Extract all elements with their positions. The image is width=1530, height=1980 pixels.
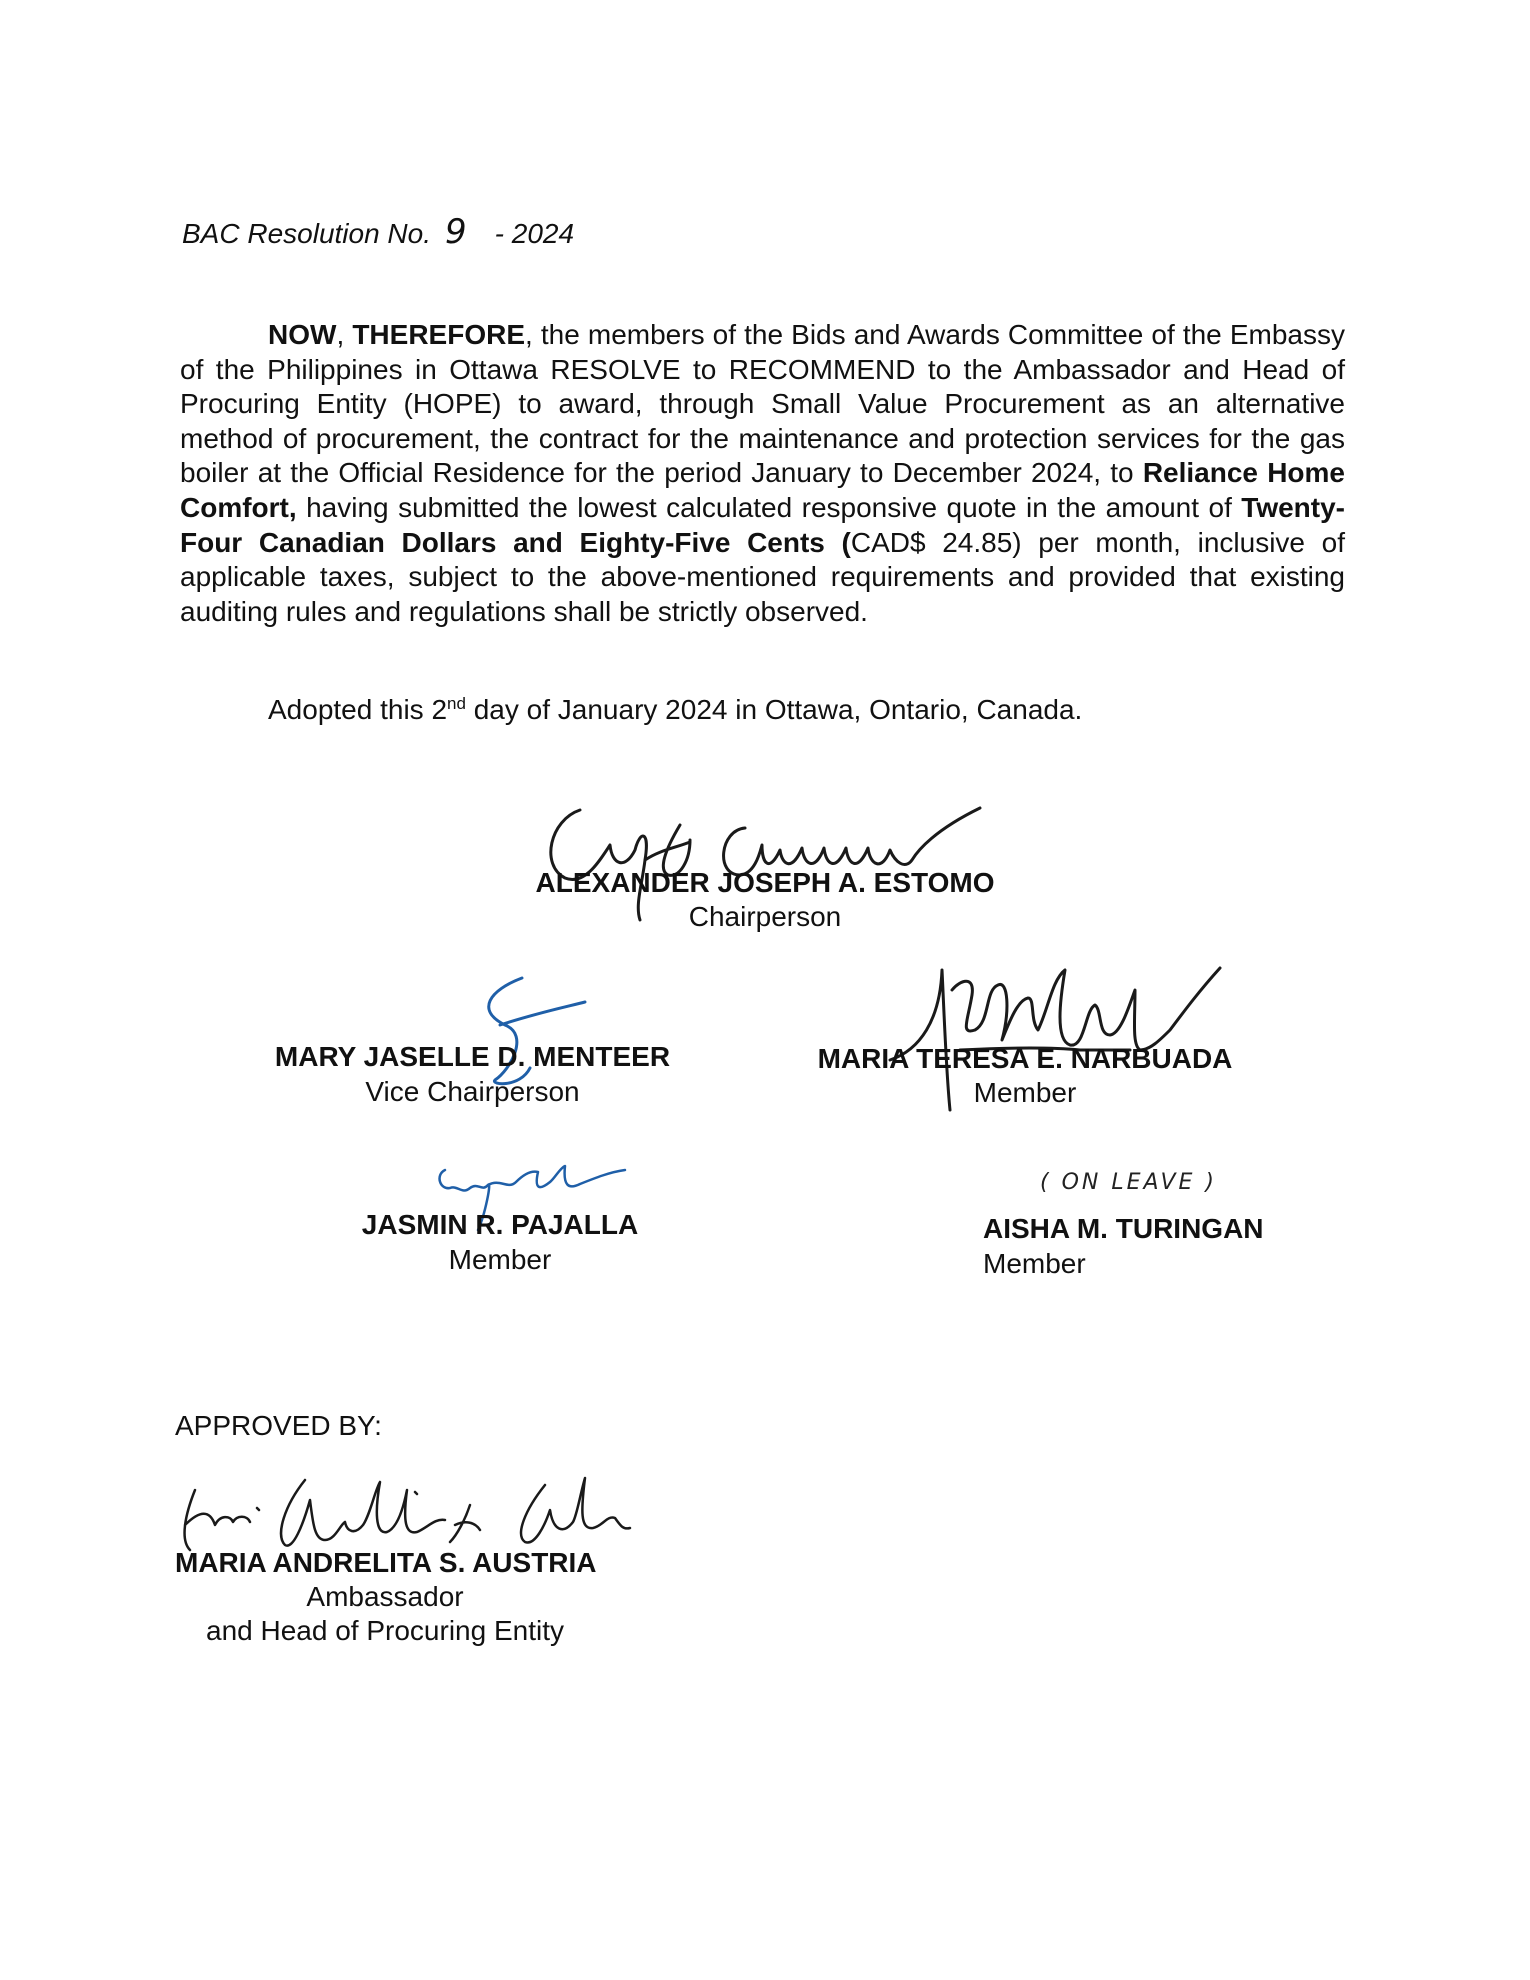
lead-now: NOW	[268, 319, 337, 350]
on-leave-note: ( ON LEAVE )	[1040, 1170, 1217, 1195]
header-prefix: BAC Resolution No.	[182, 218, 432, 249]
awardee-name: Reliance Home Comfort,	[180, 457, 1346, 523]
lead-therefore: THEREFORE	[352, 319, 525, 350]
amount-in-words: Twenty-Four Canadian Dollars and Eighty-Five Cents (	[180, 491, 1345, 558]
resolution-header	[182, 212, 574, 252]
approved-by-label: APPROVED BY:	[175, 1410, 382, 1441]
amount-figure: CAD$ 24.85)	[850, 526, 1022, 558]
chair-title: Chairperson	[688, 901, 842, 932]
chair-name: ALEXANDER JOSEPH A. ESTOMO	[535, 867, 995, 898]
member-3-title: Member	[983, 1248, 1086, 1279]
member-1-name: MARIA TERESA E. NARBUADA	[817, 1043, 1233, 1074]
resolution-text-3: per month, inclusive of applicable taxes, subject to the above-mentioned requirements and provided that existing auditing rules and regulations shall be strictly observed.	[180, 526, 1345, 627]
resolution-paragraph: NOW, THEREFORE, the members of the Bids and Awards Committee of the Embassy of the Philippines in Ottawa RESOLVE to RECOMMEND to the Ambassador and Head of Procuring Entity (HOPE) to award, through Small Value Procurement as an alternative method of procurement, the contract for the maintenance and protection services for the gas boiler at the Official Residence for the period January to December 2024, to Reliance Home Comfort, having submitted the lowest calculated responsive quote in the amount of Twenty-Four Canadian Dollars and Eighty-Five Cents (CAD$ 24.85) per month, inclusive of applicable taxes, subject to the above-mentioned requirements and provided that existing auditing rules and regulations shall be strictly observed.	[180, 319, 1346, 627]
member-3-name: AISHA M. TURINGAN	[983, 1213, 1264, 1244]
member-2-title: Member	[448, 1244, 552, 1275]
resolution-text-2: having submitted the lowest calculated responsive quote in the amount of	[296, 491, 1242, 523]
member-1-title: Member	[973, 1077, 1077, 1108]
vice-chair-name: MARY JASELLE D. MENTEER	[274, 1041, 671, 1072]
member-2-name: JASMIN R. PAJALLA	[361, 1209, 639, 1240]
resolution-text-1: , the members of the Bids and Awards Committee of the Embassy of the Philippines in Ottawa RESOLVE to RECOMMEND to the Ambassador and Head of Procuring Entity (HOPE) to award, through Small Value Procurement as an alternative method of procurement, the contract for the maintenance and protection services for the gas boiler at the Official Residence for the period January to December 2024, to	[180, 319, 1345, 489]
ambassador-title-2: and Head of Procuring Entity	[206, 1615, 564, 1646]
vice-chair-title: Vice Chairperson	[365, 1076, 580, 1107]
adoption-statement: Adopted this 2nd day of January 2024 in Ottawa, Ontario, Canada.	[268, 694, 1083, 725]
ambassador-title: Ambassador	[306, 1581, 464, 1612]
ambassador-name: MARIA ANDRELITA S. AUSTRIA	[175, 1547, 597, 1578]
header-year: - 2024	[494, 218, 575, 249]
handwritten-resolution-number: 9	[445, 212, 467, 252]
